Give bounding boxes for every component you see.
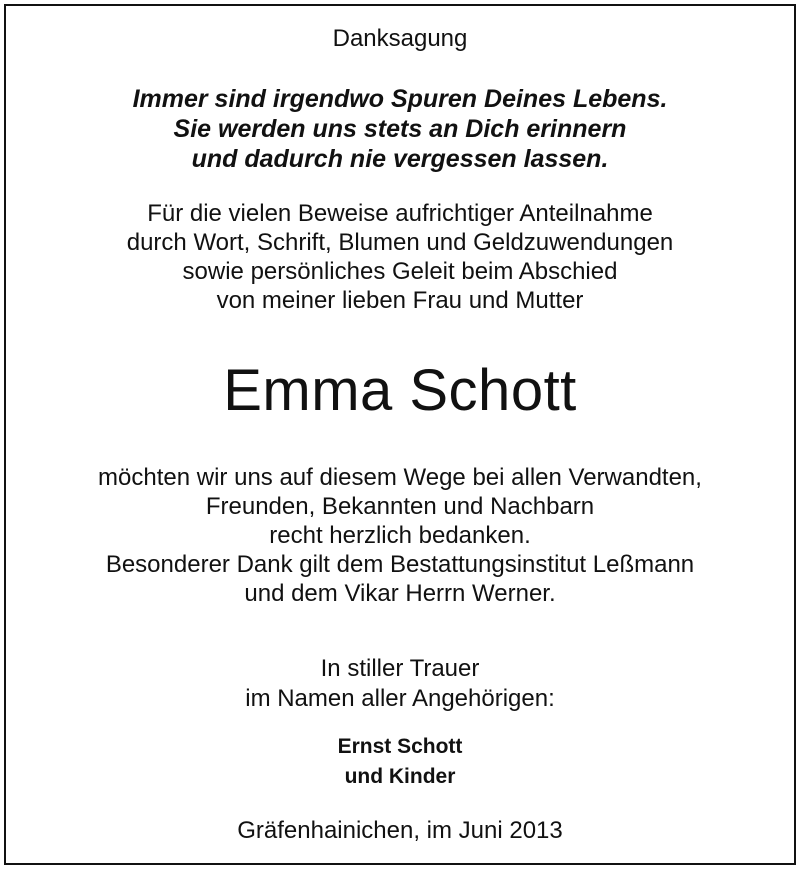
place-and-date: Gräfenhainichen, im Juni 2013 [237, 817, 563, 844]
intro-line: durch Wort, Schrift, Blumen und Geldzuwendungen [126, 229, 674, 256]
intro-line: von meiner lieben Frau und Mutter [216, 287, 584, 314]
thanks-line: recht herzlich bedanken. [269, 522, 531, 549]
thanks-line: und dem Vikar Herrn Werner. [244, 580, 556, 607]
thanks-line: Freunden, Bekannten und Nachbarn [205, 493, 595, 520]
signer-line: Ernst Schott [337, 735, 463, 758]
signers [6, 732, 794, 792]
intro-line: sowie persönliches Geleit beim Abschied [182, 258, 618, 285]
motto-verse [6, 84, 794, 174]
notice-heading: Danksagung [332, 25, 468, 52]
mourning-phrase [6, 654, 794, 714]
thanks-line: Besonderer Dank gilt dem Bestattungsinstitut Leßmann [105, 551, 695, 578]
deceased-name: Emma Schott [223, 358, 577, 423]
mourning-line: In stiller Trauer [320, 655, 480, 682]
thanks-paragraph [6, 463, 794, 608]
intro-paragraph [6, 199, 794, 315]
intro-line: Für die vielen Beweise aufrichtiger Anteilnahme [147, 200, 653, 227]
motto-line: Sie werden uns stets an Dich erinnern [173, 115, 627, 143]
mourning-line: im Namen aller Angehörigen: [245, 685, 555, 712]
motto-line: Immer sind irgendwo Spuren Deines Lebens. [132, 85, 668, 113]
obituary-notice [4, 4, 796, 865]
signer-line: und Kinder [344, 765, 456, 788]
thanks-line: möchten wir uns auf diesem Wege bei allen Verwandten, [98, 464, 702, 491]
motto-line: und dadurch nie vergessen lassen. [191, 145, 609, 173]
